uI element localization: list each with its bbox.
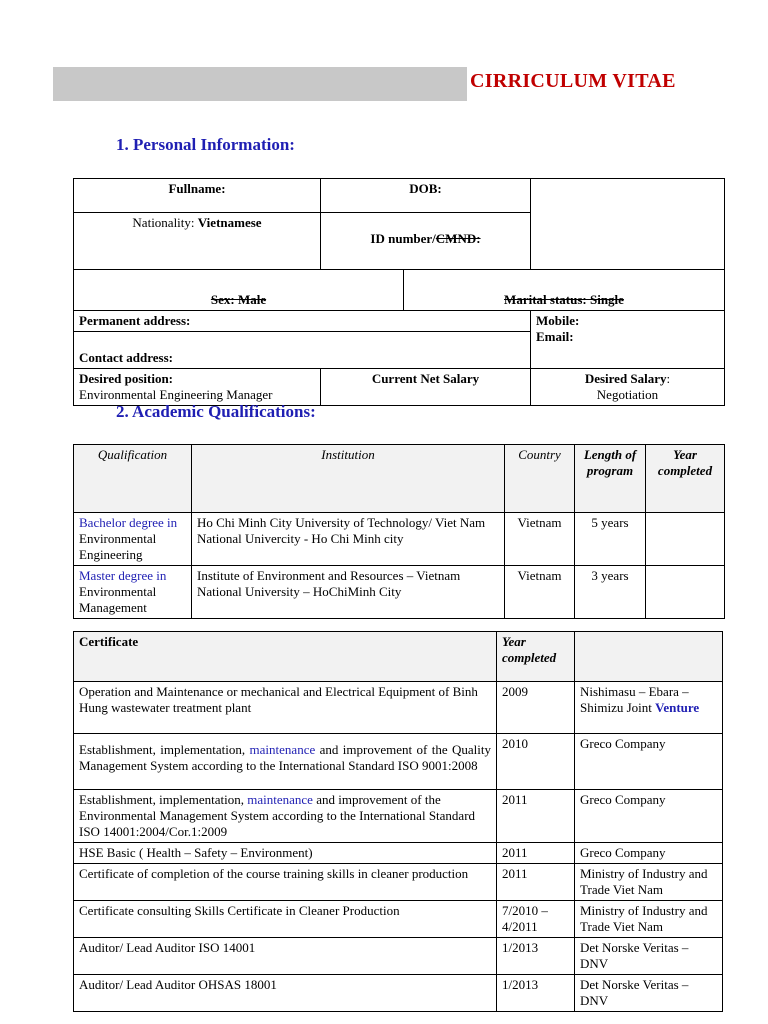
contact-address-cell bbox=[74, 332, 531, 369]
year-cell: 1/2013 bbox=[497, 975, 575, 1012]
academic-table bbox=[73, 444, 725, 619]
header-qualification: Qualification bbox=[74, 445, 192, 513]
table-row bbox=[74, 975, 723, 1012]
permanent-address-label: Permanent address: bbox=[79, 313, 191, 328]
header-year-completed: Year completed bbox=[497, 632, 575, 682]
year-cell: 2011 bbox=[497, 790, 575, 843]
organization-name-venture: Venture bbox=[655, 700, 700, 715]
nationality-value: Vietnamese bbox=[197, 215, 262, 230]
year-cell: 2011 bbox=[497, 843, 575, 864]
id-number-label: ID number/ bbox=[370, 231, 436, 246]
organization-cell: Ministry of Industry and Trade Viet Nam bbox=[575, 864, 723, 901]
sex-cell bbox=[74, 270, 404, 311]
marital-status-value: Marital status: Single bbox=[504, 292, 624, 307]
dob-cell bbox=[321, 179, 531, 213]
certificate-cell bbox=[74, 790, 497, 843]
table-row bbox=[74, 864, 723, 901]
organization-cell: Ministry of Industry and Trade Viet Nam bbox=[575, 901, 723, 938]
year-cell bbox=[646, 566, 725, 619]
table-row bbox=[74, 734, 723, 790]
institution-cell: Ho Chi Minh City University of Technology/ Viet Nam National Univercity - Ho Chi Minh city bbox=[192, 513, 505, 566]
photo-cell bbox=[531, 179, 725, 270]
length-cell: 3 years bbox=[575, 566, 646, 619]
sex-value: Sex: Male bbox=[210, 292, 267, 307]
desired-salary-value: Negotiation bbox=[596, 387, 659, 402]
fullname-label: Fullname: bbox=[168, 181, 226, 196]
certificate-text-start: Establishment, implementation, bbox=[79, 742, 250, 757]
year-cell: 1/2013 bbox=[497, 938, 575, 975]
id-number-cmnd: CMND: bbox=[435, 231, 481, 246]
header-certificate: Certificate bbox=[74, 632, 497, 682]
organization-cell: Greco Company bbox=[575, 790, 723, 843]
title-bar bbox=[53, 67, 467, 101]
qualification-field: Environmental Management bbox=[79, 584, 157, 615]
year-cell: 2010 bbox=[497, 734, 575, 790]
table-row bbox=[74, 843, 723, 864]
header-organization bbox=[575, 632, 723, 682]
certificate-cell: Operation and Maintenance or mechanical and Electrical Equipment of Binh Hung wastewater treatment plant bbox=[74, 682, 497, 734]
desired-salary-cell bbox=[531, 369, 725, 406]
section-heading-personal: 1. Personal Information: bbox=[116, 135, 295, 154]
organization-cell bbox=[575, 682, 723, 734]
section-heading-academic: 2. Academic Qualifications: bbox=[116, 402, 316, 421]
marital-status-cell bbox=[404, 270, 725, 311]
desired-position-label: Desired position: bbox=[79, 371, 174, 386]
desired-salary-label: Desired Salary bbox=[584, 371, 667, 386]
certificate-text-end: and improvement of the Environmental Management System according to the International Standard ISO 14001:2004/Cor.1:2009 bbox=[79, 792, 476, 839]
table-row bbox=[74, 901, 723, 938]
desired-position-value: Environmental Engineering Manager bbox=[79, 387, 273, 402]
header-country: Country bbox=[505, 445, 575, 513]
personal-info-table bbox=[73, 178, 725, 406]
desired-salary-colon: : bbox=[666, 371, 671, 386]
current-salary-cell bbox=[321, 369, 531, 406]
certificate-text-end: and improvement of the Quality Management System according to the International Standard ISO 9001:2008 bbox=[79, 742, 491, 773]
organization-name: Nishimasu – Ebara – Shimizu Joint bbox=[580, 684, 689, 715]
qualification-field: Environmental Engineering bbox=[79, 531, 157, 562]
length-cell: 5 years bbox=[575, 513, 646, 566]
institution-cell: Institute of Environment and Resources – Vietnam National University – HoChiMinh City bbox=[192, 566, 505, 619]
email-label: Email: bbox=[536, 329, 574, 344]
nationality-cell bbox=[74, 213, 321, 270]
document-title: CIRRICULUM VITAE bbox=[470, 70, 676, 92]
contact-info-cell bbox=[531, 311, 725, 369]
contact-address-label: Contact address: bbox=[79, 350, 174, 365]
year-cell: 2011 bbox=[497, 864, 575, 901]
table-row bbox=[74, 513, 725, 566]
certificate-cell: Certificate of completion of the course training skills in cleaner production bbox=[74, 864, 497, 901]
mobile-label: Mobile: bbox=[536, 313, 580, 328]
year-cell: 7/2010 – 4/2011 bbox=[497, 901, 575, 938]
dob-label: DOB: bbox=[409, 181, 442, 196]
organization-cell: Greco Company bbox=[575, 843, 723, 864]
header-length-of-program: Length of program bbox=[575, 445, 646, 513]
certificates-table bbox=[73, 631, 723, 1012]
certificate-cell bbox=[74, 734, 497, 790]
organization-cell: Det Norske Veritas – DNV bbox=[575, 938, 723, 975]
country-cell: Vietnam bbox=[505, 566, 575, 619]
id-number-cell bbox=[321, 213, 531, 270]
certificate-cell: Auditor/ Lead Auditor ISO 14001 bbox=[74, 938, 497, 975]
qualification-cell bbox=[74, 566, 192, 619]
organization-cell: Det Norske Veritas – DNV bbox=[575, 975, 723, 1012]
certificate-text-start: Establishment, implementation, bbox=[79, 792, 248, 807]
table-row bbox=[74, 566, 725, 619]
certificate-cell: HSE Basic ( Health – Safety – Environment) bbox=[74, 843, 497, 864]
table-row bbox=[74, 790, 723, 843]
certificate-cell: Certificate consulting Skills Certificate in Cleaner Production bbox=[74, 901, 497, 938]
organization-cell: Greco Company bbox=[575, 734, 723, 790]
current-salary-label: Current Net Salary bbox=[371, 371, 480, 386]
nationality-label: Nationality: bbox=[132, 215, 198, 230]
header-year-completed: Year completed bbox=[646, 445, 725, 513]
qualification-cell bbox=[74, 513, 192, 566]
certificate-cell: Auditor/ Lead Auditor OHSAS 18001 bbox=[74, 975, 497, 1012]
fullname-cell bbox=[74, 179, 321, 213]
desired-position-cell bbox=[74, 369, 321, 406]
permanent-address-cell bbox=[74, 311, 531, 332]
year-cell bbox=[646, 513, 725, 566]
year-cell: 2009 bbox=[497, 682, 575, 734]
qualification-degree: Master degree in bbox=[79, 568, 167, 583]
header-institution: Institution bbox=[192, 445, 505, 513]
certificate-text-highlight: maintenance bbox=[247, 792, 313, 807]
certificate-text-highlight: maintenance bbox=[249, 742, 316, 757]
country-cell: Vietnam bbox=[505, 513, 575, 566]
table-row bbox=[74, 938, 723, 975]
qualification-degree: Bachelor degree in bbox=[79, 515, 178, 530]
table-row bbox=[74, 682, 723, 734]
